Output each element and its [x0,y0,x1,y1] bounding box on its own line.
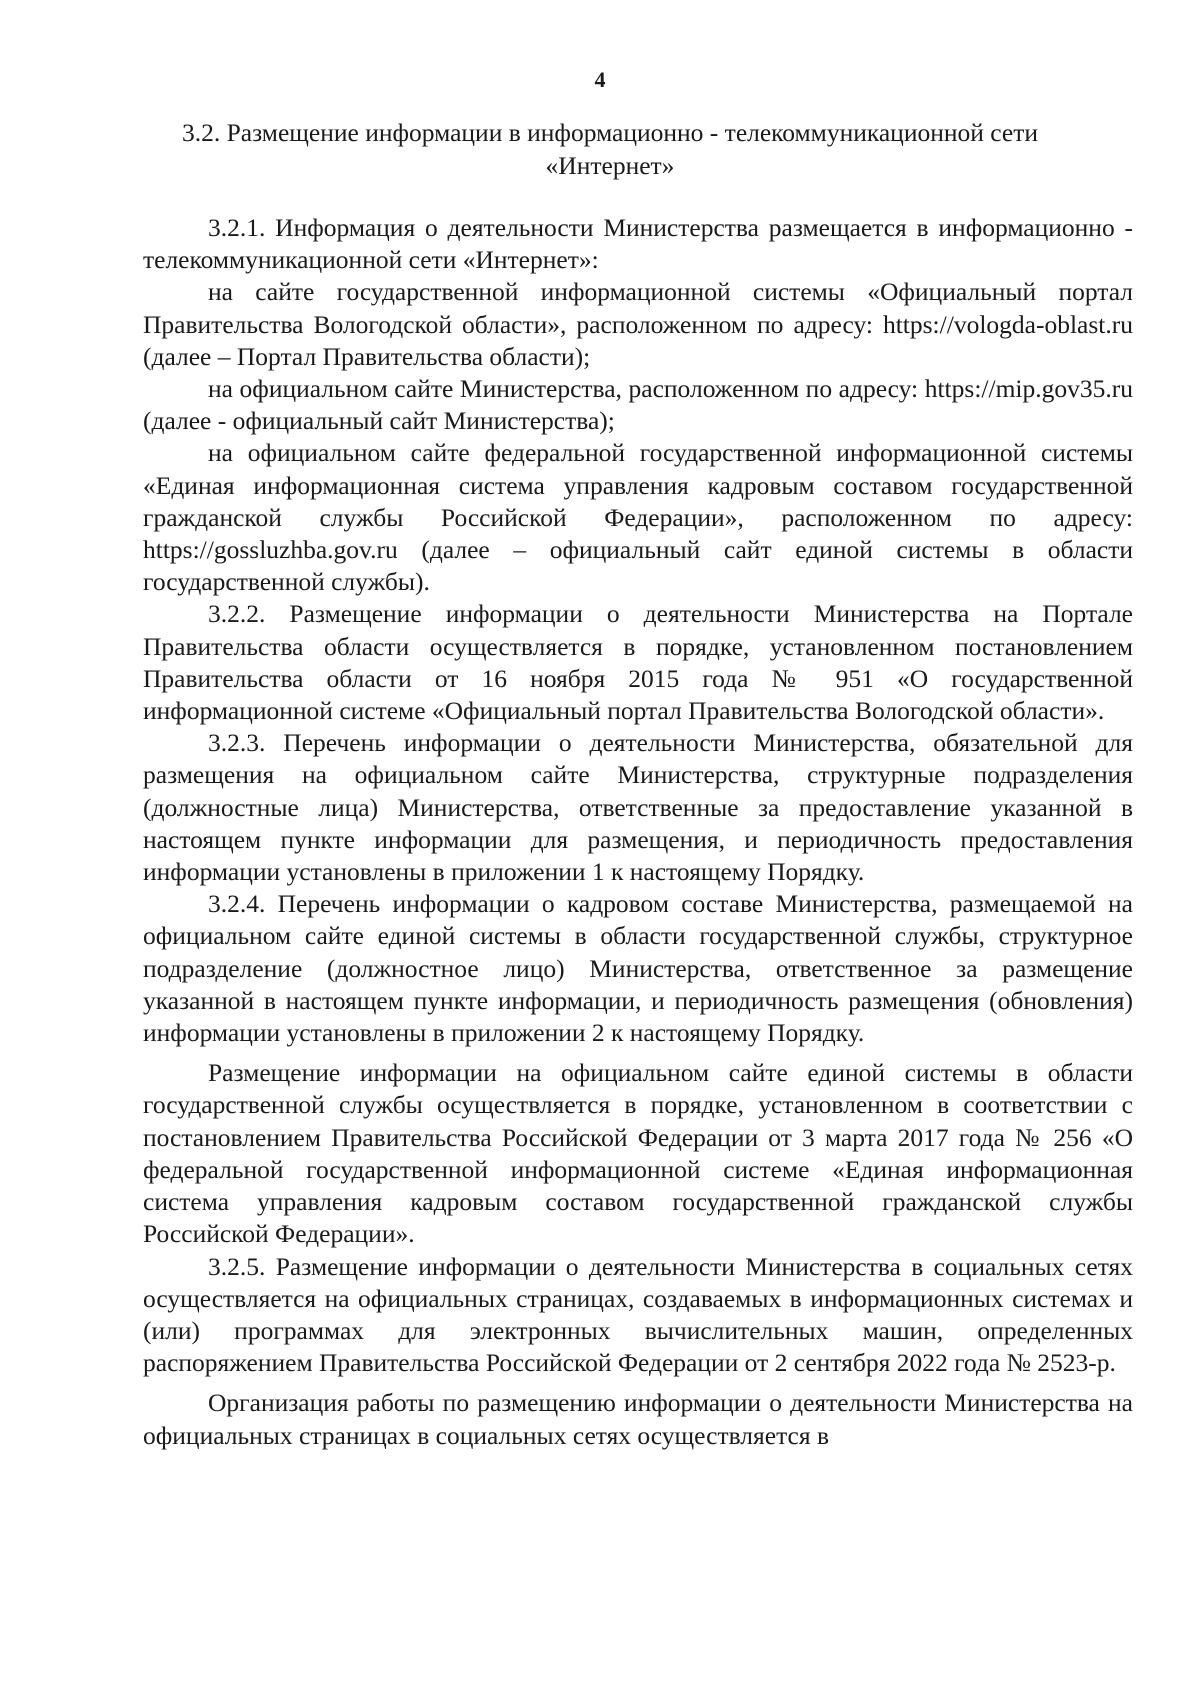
section-title-line-2: «Интернет» [545,151,675,180]
page-number: 4 [594,67,606,92]
section-title [140,116,1080,182]
paragraph-3-2-1: 3.2.1. Информация о деятельности Министерства размещается в информационно - телекоммуникационной сети «Интернет»: [143,213,1133,275]
paragraph-ministry-site: на официальном сайте Министерства, расположенном по адресу: https://mip.gov35.ru (далее - официальный сайт Министерства); [143,374,1133,436]
paragraph-3-2-4: 3.2.4. Перечень информации о кадровом составе Министерства, размещаемой на официальном сайте единой системы в области государственной службы, структурное подразделение (должностное лицо) Министерства, ответственное за размещение указанной в настоящем пункте информации, и периодичность размещения (обновления) информации установлены в приложении 2 к настоящему Порядку. [143,889,1133,1048]
paragraph-3-2-2: 3.2.2. Размещение информации о деятельности Министерства на Портале Правительства области осуществляется в порядке, установленном постановлением Правительства области от 16 ноября 2015 года № 951 «О государственной информационной системе «Официальный портал Правительства Вологодской области». [143,599,1133,726]
paragraph-3-2-3: 3.2.3. Перечень информации о деятельности Министерства, обязательной для размещения на официальном сайте Министерства, структурные подразделения (должностные лица) Министерства, ответственные за предоставление указанной в настоящем пункте информации для размещения, и периодичность предоставления информации установлены в приложении 1 к настоящему Порядку. [143,728,1133,887]
paragraph-placement-gossluzhba: Размещение информации на официальном сайте единой системы в области государственной службы осуществляется в порядке, установленном в соответствии с постановлением Правительства Российской Федерации от 3 марта 2017 года № 256 «О федеральной государственной информационной системе «Единая информационная система управления кадровым составом государственной гражданской службы Российской Федерации». [143,1058,1133,1249]
paragraph-3-2-5: 3.2.5. Размещение информации о деятельности Министерства в социальных сетях осуществляется на официальных страницах, создаваемых в информационных системах и (или) программах для электронных вычислительных машин, определенных распоряжением Правительства Российской Федерации от 2 сентября 2022 года № 2523-р. [143,1251,1133,1378]
paragraph-gossluzhba-site: на официальном сайте федеральной государственной информационной системы «Единая информационная система управления кадровым составом государственной гражданской службы Российской Федерации», расположенном по адресу: https://gossluzhba.gov.ru (далее – официальный сайт единой системы в области государственной службы). [143,438,1133,597]
section-title-line-1: 3.2. Размещение информации в информационно - телекоммуникационной сети [181,118,1039,147]
document-body [143,212,1133,1452]
paragraph-portal-site: на сайте государственной информационной системы «Официальный портал Правительства Вологодской области», расположенном по адресу: https://vologda-oblast.ru (далее – Портал Правительства области); [143,277,1133,371]
paragraph-social-networks-organization: Организация работы по размещению информации о деятельности Министерства на официальных страницах в социальных сетях осуществляется в [143,1388,1133,1450]
